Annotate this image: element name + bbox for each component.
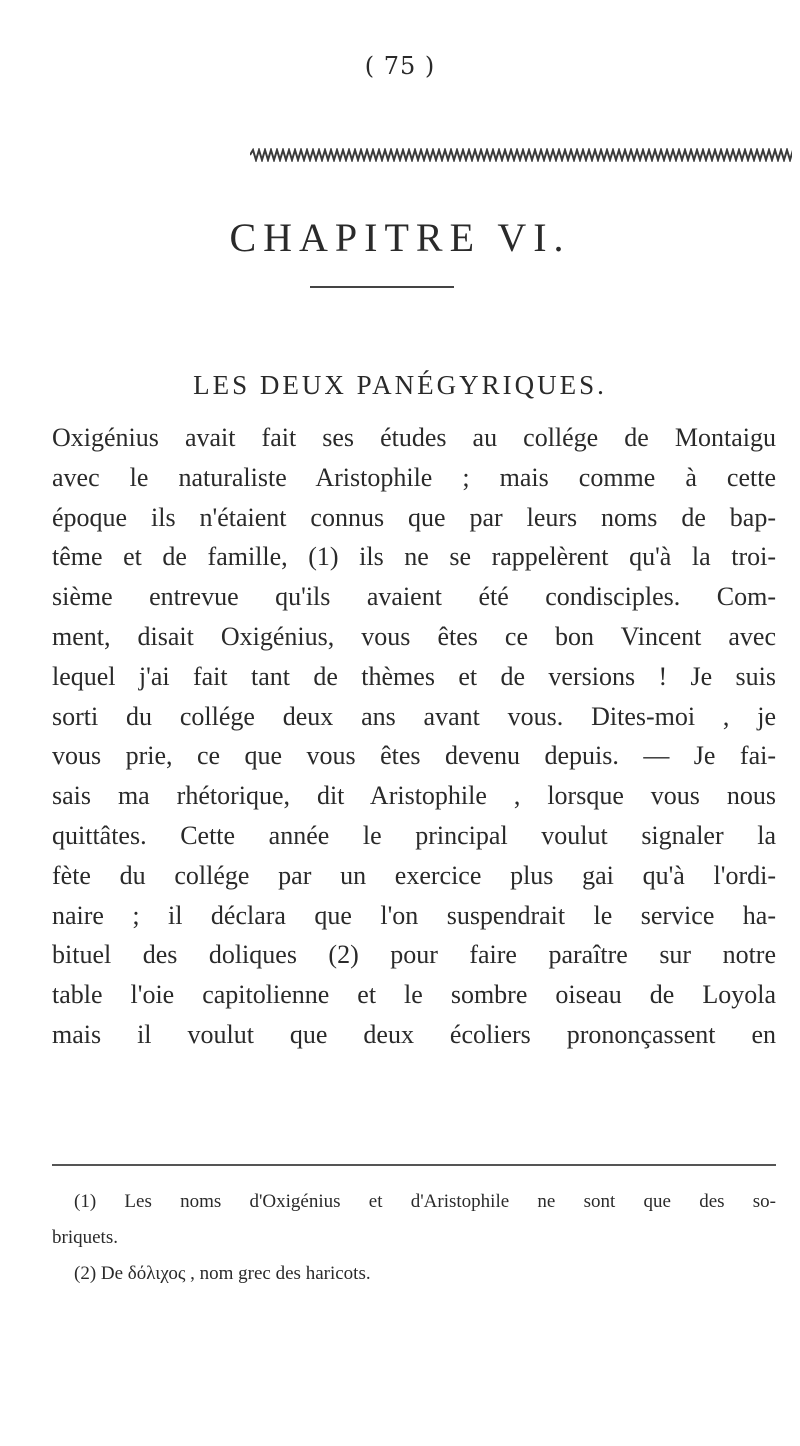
body-text [52,418,776,1055]
page-number: ( 75 ) [364,52,436,80]
text-line: fète du collége par un exercice plus gai qu'à l'ordi- [52,860,776,890]
title-separator-rule [310,286,454,288]
text-line: sorti du collége deux ans avant vous. Dites-moi , je [52,701,776,731]
section-title: LES DEUX PANÉGYRIQUES. [193,370,607,400]
ornamental-rule [250,148,792,162]
text-line: tême et de famille, (1) ils ne se rappelèrent qu'à la troi- [52,542,776,572]
text-line: avec le naturaliste Aristophile ; mais comme à cette [52,462,776,492]
text-line: quittâtes. Cette année le principal voulut signaler la [52,820,776,850]
text-line: vous prie, ce que vous êtes devenu depuis. — Je fai- [52,741,776,771]
text-line: époque ils n'étaient connus que par leurs noms de bap- [52,502,776,532]
footnote-1-continuation: briquets. [52,1227,118,1248]
text-line: naire ; il déclara que l'on suspendrait le service ha- [52,900,776,930]
text-line: lequel j'ai fait tant de thèmes et de versions ! Je suis [52,661,776,691]
text-line: table l'oie capitolienne et le sombre oiseau de Loyola [52,980,776,1010]
footnote-2: (2) De δόλιχος , nom grec des haricots. [74,1263,371,1284]
text-line: Oxigénius avait fait ses études au collége de Montaigu [52,423,776,452]
text-line: bituel des doliques (2) pour faire paraître sur notre [52,940,776,970]
text-line: ment, disait Oxigénius, vous êtes ce bon Vincent avec [52,621,776,651]
text-line: sième entrevue qu'ils avaient été condisciples. Com- [52,582,776,612]
text-line: mais il voulut que deux écoliers prononçassent en [52,1019,776,1049]
text-line: sais ma rhétorique, dit Aristophile , lorsque vous nous [52,781,776,811]
chapter-title: CHAPITRE VI. [229,215,571,260]
footnotes [52,1184,776,1292]
footnote-1: (1) Les noms d'Oxigénius et d'Aristophile ne sont que des so- [74,1191,776,1212]
footnote-rule [52,1164,776,1166]
